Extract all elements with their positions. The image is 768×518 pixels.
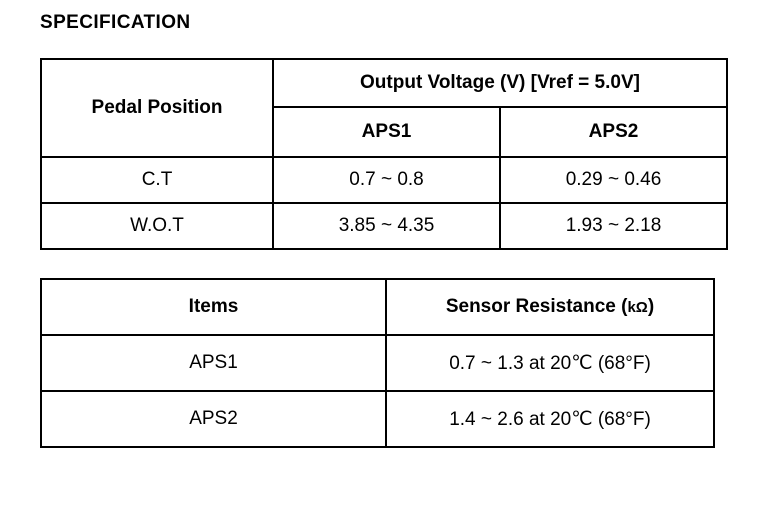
sensor-resistance-table bbox=[40, 278, 715, 448]
header-sensor-resistance bbox=[386, 279, 714, 335]
header-sensor-resistance-close: ) bbox=[647, 296, 655, 317]
header-output-voltage: Output Voltage (V) [Vref = 5.0V] bbox=[273, 59, 727, 107]
table-row bbox=[41, 279, 714, 335]
page-title: SPECIFICATION bbox=[40, 12, 191, 33]
cell-aps1-value: 3.85 ~ 4.35 bbox=[273, 203, 500, 249]
cell-resistance-value: 0.7 ~ 1.3 at 20℃ (68°F) bbox=[386, 335, 714, 391]
table-row bbox=[41, 203, 727, 249]
cell-resistance-value: 1.4 ~ 2.6 at 20℃ (68°F) bbox=[386, 391, 714, 447]
header-pedal-position: Pedal Position bbox=[41, 59, 273, 157]
header-sensor-resistance-text: Sensor Resistance ( bbox=[445, 296, 628, 317]
cell-pedal-position: C.T bbox=[41, 157, 273, 203]
header-aps2: APS2 bbox=[500, 107, 727, 157]
table-row bbox=[41, 59, 727, 107]
output-voltage-table bbox=[40, 58, 728, 250]
cell-pedal-position: W.O.T bbox=[41, 203, 273, 249]
table-row bbox=[41, 335, 714, 391]
cell-aps2-value: 1.93 ~ 2.18 bbox=[500, 203, 727, 249]
header-items: Items bbox=[41, 279, 386, 335]
cell-item-name: APS1 bbox=[41, 335, 386, 391]
cell-aps1-value: 0.7 ~ 0.8 bbox=[273, 157, 500, 203]
cell-aps2-value: 0.29 ~ 0.46 bbox=[500, 157, 727, 203]
cell-item-name: APS2 bbox=[41, 391, 386, 447]
table-row bbox=[41, 391, 714, 447]
header-sensor-resistance-unit: kΩ bbox=[627, 299, 648, 316]
table-row bbox=[41, 157, 727, 203]
header-aps1: APS1 bbox=[273, 107, 500, 157]
